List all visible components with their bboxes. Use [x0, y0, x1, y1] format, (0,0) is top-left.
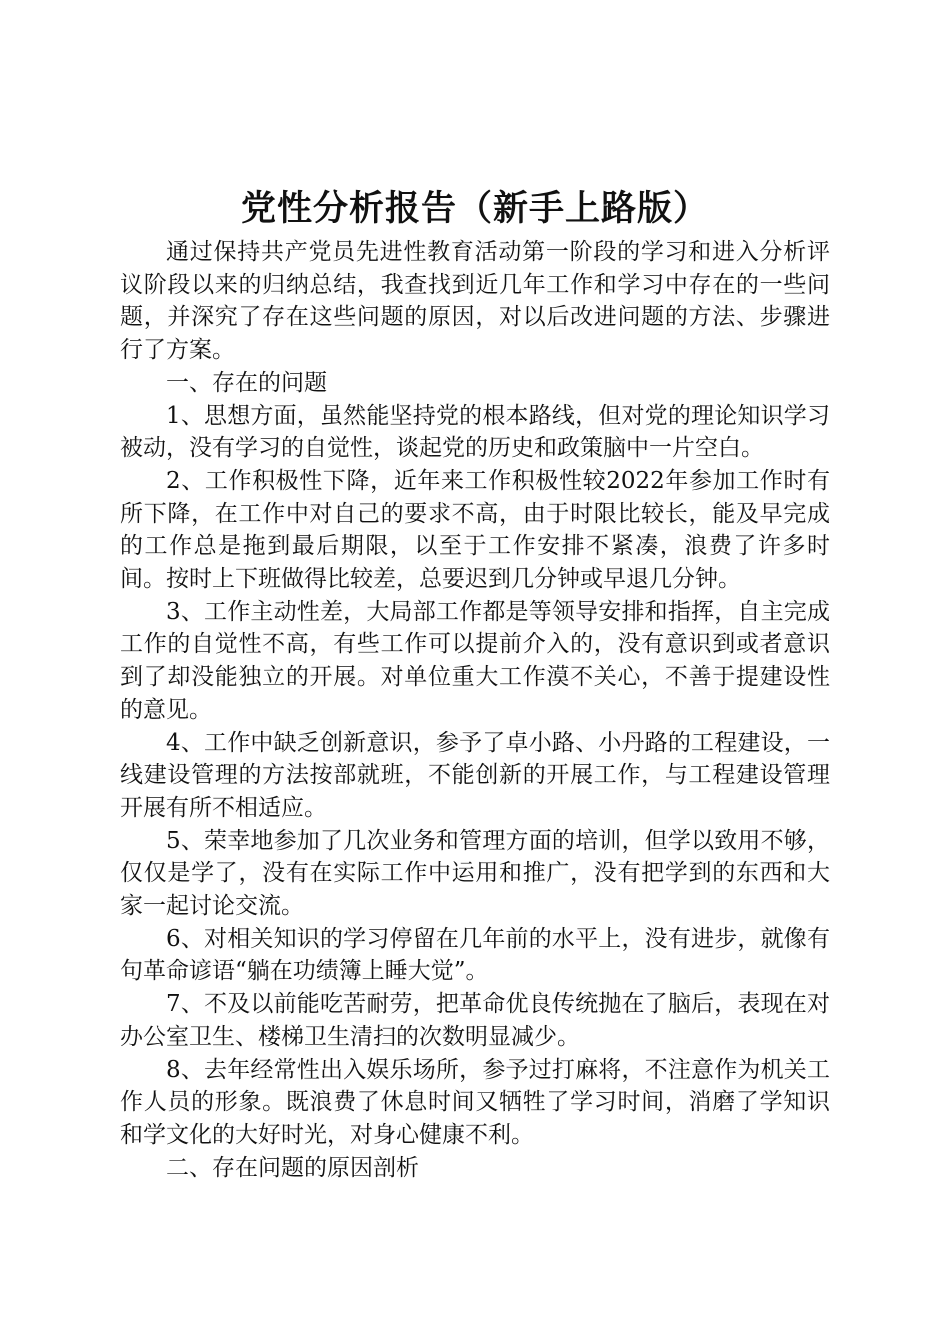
problem-item-2: 2、工作积极性下降，近年来工作积极性较2022年参加工作时有所下降，在工作中对自己的要求不高，由于时限比较长，能及早完成的工作总是拖到最后期限，以至于工作安排不紧凑，浪费了许多时间。按时上下班做得比较差，总要迟到几分钟或早退几分钟。 [120, 467, 830, 593]
section-heading-causes: 二、存在问题的原因剖析 [166, 1154, 419, 1181]
document-body [120, 236, 830, 1184]
problem-item-7: 7、不及以前能吃苦耐劳，把革命优良传统抛在了脑后，表现在对办公室卫生、楼梯卫生清扫的次数明显减少。 [120, 991, 830, 1050]
problem-item-4: 4、工作中缺乏创新意识，参予了卓小路、小丹路的工程建设，一线建设管理的方法按部就班，不能创新的开展工作，与工程建设管理开展有所不相适应。 [120, 729, 830, 821]
problem-item-5: 5、荣幸地参加了几次业务和管理方面的培训，但学以致用不够，仅仅是学了，没有在实际工作中运用和推广，没有把学到的东西和大家一起讨论交流。 [120, 827, 830, 920]
problem-item-8: 8、去年经常性出入娱乐场所，参予过打麻将，不注意作为机关工作人员的形象。既浪费了休息时间又牺牲了学习时间，消磨了学知识和学文化的大好时光，对身心健康不利。 [120, 1056, 830, 1148]
section-heading-problems: 一、存在的问题 [166, 369, 327, 396]
intro-paragraph: 通过保持共产党员先进性教育活动第一阶段的学习和进入分析评议阶段以来的归纳总结，我查找到近几年工作和学习中存在的一些问题，并深究了存在这些问题的原因，对以后改进问题的方法、步骤进行了方案。 [120, 239, 830, 364]
problem-item-6: 6、对相关知识的学习停留在几年前的水平上，没有进步，就像有句革命谚语“躺在功绩簿上睡大觉”。 [120, 925, 830, 985]
problem-item-3: 3、工作主动性差，大局部工作都是等领导安排和指挥，自主完成工作的自觉性不高，有些工作可以提前介入的，没有意识到或者意识到了却没能独立的开展。对单位重大工作漠不关心，不善于提建设性的意见。 [120, 598, 830, 723]
document-title: 党性分析报告（新手上路版） [240, 189, 709, 229]
problem-item-1: 1、思想方面，虽然能坚持党的根本路线，但对党的理论知识学习被动，没有学习的自觉性，谈起党的历史和政策脑中一片空白。 [120, 402, 830, 462]
